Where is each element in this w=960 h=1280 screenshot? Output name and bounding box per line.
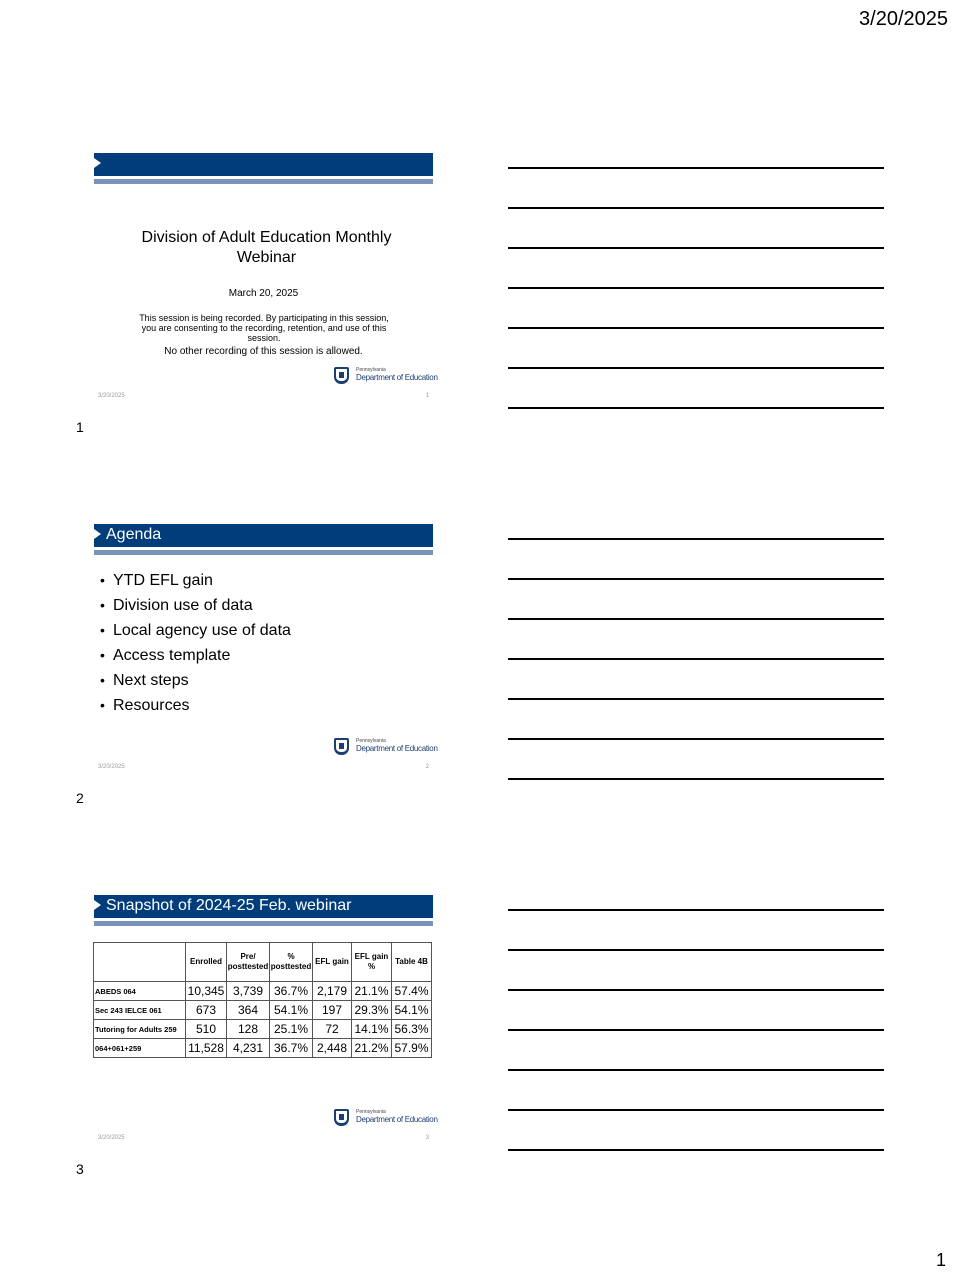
arrow-icon [94,529,101,539]
recording-notice-2: No other recording of this session is allowed. [164,346,363,357]
table-cell: 2,179 [313,982,352,1001]
page-number: 1 [935,1250,946,1270]
recording-notice: This session is being recorded. By participating in this session, you are consenting to the recording, retention, and use of this session. [139,313,389,343]
column-header: EFL gain % [352,943,392,982]
note-line [508,1149,884,1151]
column-header: EFL gain [313,943,352,982]
agenda-item: • Local agency use of data [100,618,291,643]
table-cell: 14.1% [352,1020,392,1039]
arrow-icon [94,158,101,168]
bullet-icon: • [100,697,105,713]
note-line [508,658,884,660]
slide-2 [94,524,438,774]
table-cell: 673 [186,1001,227,1020]
slide-3 [94,895,438,1145]
slide-1 [94,153,438,403]
note-line [508,578,884,580]
bullet-icon: • [100,647,105,663]
slide-header-title: Snapshot of 2024-25 Feb. webinar [106,897,352,914]
note-line [508,949,884,951]
table-cell: 21.1% [352,982,392,1001]
slide-label-3: 3 [76,1161,84,1177]
slide-footer-date: 3/20/2025 [98,393,125,399]
table-cell: 11,528 [186,1039,227,1058]
table-cell: 56.3% [392,1020,432,1039]
column-header: Table 4B [392,943,432,982]
arrow-icon [94,900,101,910]
logo-dept: Department of Education [356,373,438,382]
logo-state: Pennsylvania [356,1109,386,1115]
note-line [508,167,884,169]
table-cell: 25.1% [270,1020,313,1039]
table-cell: 128 [227,1020,270,1039]
slide-header-bar [94,895,433,918]
table-header-row [94,943,432,982]
slide-footer-number: 2 [425,764,429,770]
bullet-icon: • [100,572,105,588]
agenda-item: • YTD EFL gain [100,568,291,593]
pa-department-of-education-logo [334,367,438,385]
slide-footer-number: 1 [425,393,429,399]
slide-footer-date: 3/20/2025 [98,764,125,770]
table-row [94,1039,432,1058]
table-cell: 54.1% [392,1001,432,1020]
logo-state: Pennsylvania [356,367,386,373]
keystone-icon [334,367,349,384]
agenda-item: • Next steps [100,668,291,693]
keystone-icon [334,1109,349,1126]
bullet-icon: • [100,672,105,688]
note-line [508,989,884,991]
table-row [94,1020,432,1039]
header-underline [94,921,433,926]
table-cell: 510 [186,1020,227,1039]
header-underline [94,550,433,555]
header-underline [94,179,433,184]
slide-footer-date: 3/20/2025 [98,1135,125,1141]
agenda-item: • Access template [100,643,291,668]
row-label: Sec 243 IELCE 061 [94,1001,186,1020]
note-line [508,698,884,700]
slide-header-title: Agenda [106,526,162,543]
note-line [508,367,884,369]
note-line [508,327,884,329]
note-line [508,778,884,780]
bullet-icon: • [100,622,105,638]
table-cell: 364 [227,1001,270,1020]
note-line [508,618,884,620]
column-header: Pre/ posttested [227,943,270,982]
note-line [508,909,884,911]
agenda-list [100,568,291,718]
slide-header-bar [94,524,433,547]
column-header: % posttested [270,943,313,982]
slide-label-2: 2 [76,790,84,806]
slide-label-1: 1 [76,419,84,435]
note-line [508,1069,884,1071]
table-cell: 54.1% [270,1001,313,1020]
note-line [508,287,884,289]
column-header: Enrolled [186,943,227,982]
table-cell: 10,345 [186,982,227,1001]
slide-footer-number: 3 [425,1135,429,1141]
note-line [508,247,884,249]
row-label: ABEDS 064 [94,982,186,1001]
note-line [508,1109,884,1111]
logo-state: Pennsylvania [356,738,386,744]
slide-header-bar [94,153,433,176]
agenda-item: • Resources [100,693,291,718]
note-line [508,207,884,209]
bullet-icon: • [100,597,105,613]
table-cell: 4,231 [227,1039,270,1058]
table-cell: 36.7% [270,1039,313,1058]
table-cell: 57.9% [392,1039,432,1058]
table-cell: 57.4% [392,982,432,1001]
note-line [508,1029,884,1031]
row-label: Tutoring for Adults 259 [94,1020,186,1039]
table-cell: 29.3% [352,1001,392,1020]
slide-title: Division of Adult Education Monthly Webinar [141,229,392,266]
table-cell: 72 [313,1020,352,1039]
table-cell: 21.2% [352,1039,392,1058]
note-line [508,738,884,740]
table-cell: 3,739 [227,982,270,1001]
agenda-item: • Division use of data [100,593,291,618]
note-line [508,538,884,540]
pa-department-of-education-logo [334,738,438,756]
keystone-icon [334,738,349,755]
snapshot-table [93,942,432,1058]
table-row [94,1001,432,1020]
row-label: 064+061+259 [94,1039,186,1058]
pa-department-of-education-logo [334,1109,438,1127]
table-cell: 2,448 [313,1039,352,1058]
table-cell: 197 [313,1001,352,1020]
logo-dept: Department of Education [356,744,438,753]
table-row [94,982,432,1001]
logo-dept: Department of Education [356,1115,438,1124]
page-date: 3/20/2025 [859,8,948,30]
table-cell: 36.7% [270,982,313,1001]
slide-date: March 20, 2025 [228,288,299,299]
note-line [508,407,884,409]
column-header [94,943,186,982]
